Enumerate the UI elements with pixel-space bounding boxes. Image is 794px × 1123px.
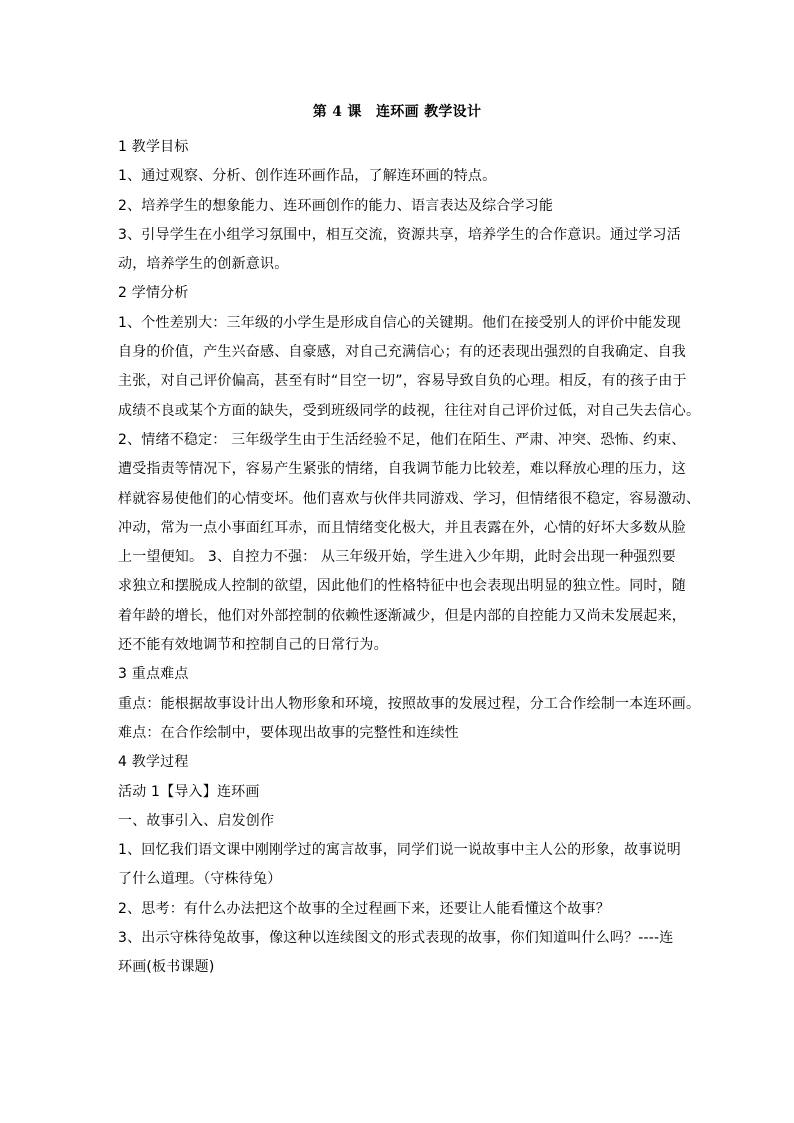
paragraph-line: 1、个性差别大：三年级的小学生是形成自信心的关键期。他们在接受别人的评价中能发现: [118, 314, 681, 331]
subsection-heading: 一、故事引入、启发创作: [118, 812, 275, 829]
paragraph-line: 环画(板书课题): [118, 959, 215, 976]
section-heading: 3 重点难点: [118, 666, 189, 683]
paragraph-line: 1、回忆我们语文课中刚刚学过的寓言故事，同学们说一说故事中主人公的形象，故事说明: [118, 842, 681, 859]
paragraph-line: 样就容易使他们的心情变坏。他们喜欢与伙伴共同游戏、学习，但情绪很不稳定，容易激动、: [118, 490, 701, 507]
paragraph-line: 难点：在合作绘制中，要体现出故事的完整性和连续性: [118, 724, 459, 741]
paragraph-line: 还不能有效地调节和控制自己的日常行为。: [118, 637, 388, 654]
activity-heading: 活动 1【导入】连环画: [118, 783, 260, 800]
section-heading: 1 教学目标: [118, 139, 189, 155]
document-body: [118, 133, 701, 983]
paragraph-line: 了什么道理。（守株待兔）: [118, 871, 282, 888]
paragraph-line: 动，培养学生的创新意识。: [118, 256, 289, 273]
paragraph-line: 1、通过观察、分析、创作连环画作品，了解连环画的特点。: [118, 168, 497, 185]
paragraph-line: 3、出示守株待兔故事，像这种以连续图文的形式表现的故事，你们知道叫什么吗？----连: [118, 930, 674, 947]
paragraph-line: 2、情绪不稳定： 三年级学生由于生活经验不足，他们在陌生、严肃、冲突、恐怖、约束、: [118, 431, 686, 448]
paragraph-line: 主张，对自己评价偏高，甚至有时“目空一切”，容易导致自负的心理。相反，有的孩子由于: [118, 373, 687, 390]
paragraph-line: 2、思考：有什么办法把这个故事的全过程画下来，还要让人能看懂这个故事？: [118, 900, 610, 917]
paragraph-line: 3、引导学生在小组学习氛围中，相互交流，资源共享，培养学生的合作意识。通过学习活: [118, 226, 681, 243]
paragraph-line: 成绩不良或某个方面的缺失，受到班级同学的歧视，往往对自己评价过低，对自己失去信心。: [118, 402, 701, 419]
paragraph-line: 冲动，常为一点小事面红耳赤，而且情绪变化极大，并且表露在外，心情的好坏大多数从脸: [118, 519, 686, 536]
paragraph-line: 重点：能根据故事设计出人物形象和环境，按照故事的发展过程，分工合作绘制一本连环画。: [118, 695, 701, 712]
paragraph-line: 着年龄的增长，他们对外部控制的依赖性逐渐减少，但是内部的自控能力又尚未发展起来，: [118, 607, 686, 624]
section-heading: 2 学情分析: [118, 285, 189, 302]
paragraph-line: 求独立和摆脱成人控制的欲望，因此他们的性格特征中也会表现出明显的独立性。同时，随: [118, 578, 686, 595]
section-heading: 4 教学过程: [118, 754, 189, 771]
paragraph-line: 遭受指责等情况下，容易产生紧张的情绪，自我调节能力比较差，难以释放心理的压力，这: [118, 461, 686, 478]
paragraph-line: 上一望便知。 3、自控力不强： 从三年级开始，学生进入少年期，此时会出现一种强烈要: [118, 549, 677, 566]
paragraph-line: 2、培养学生的想象能力、连环画创作的能力、语言表达及综合学习能: [118, 197, 554, 214]
paragraph-line: 自身的价值，产生兴奋感、自豪感，对自己充满信心；有的还表现出强烈的自我确定、自我: [118, 344, 686, 361]
document-title: 第 4 课 连环画 教学设计: [312, 104, 482, 120]
